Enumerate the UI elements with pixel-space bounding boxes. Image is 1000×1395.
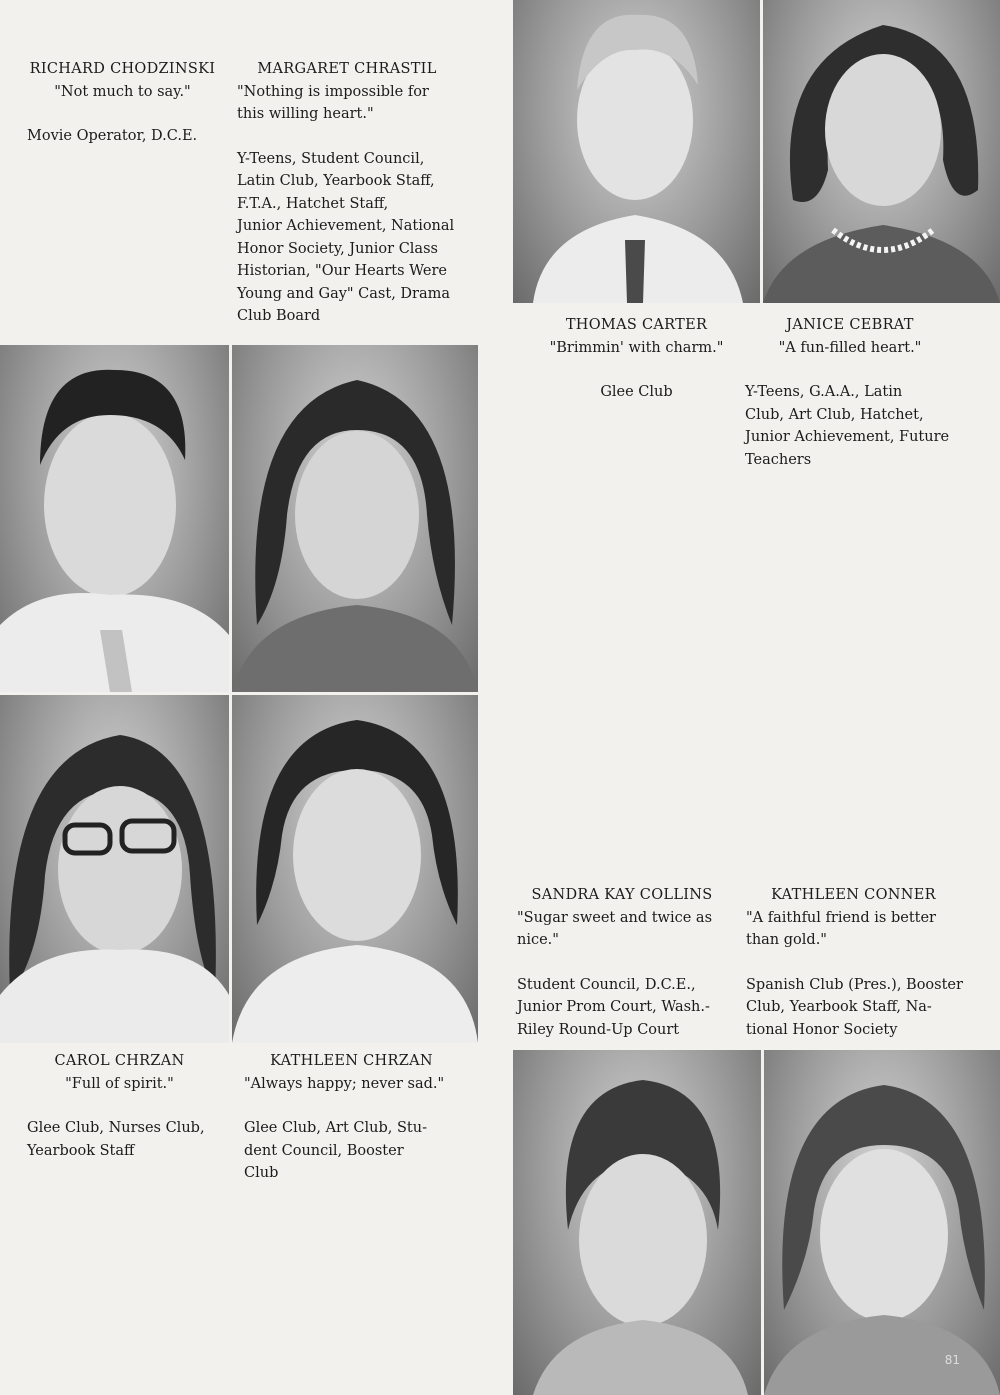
activity-line: tional Honor Society [746, 1021, 898, 1038]
student-quote: than gold." [746, 932, 827, 948]
activity-line: Club [244, 1165, 279, 1181]
student-name: MARGARET CHRASTIL [257, 61, 437, 77]
portrait-female-icon [232, 345, 478, 692]
photo-carol-chrzan [0, 695, 229, 1043]
photo-sandra-kay-collins [513, 1050, 761, 1395]
activity-line: Glee Club, Nurses Club, [27, 1120, 205, 1136]
student-name: SANDRA KAY COLLINS [531, 887, 713, 903]
student-name: RICHARD CHODZINSKI [29, 61, 216, 77]
student-quote: "A faithful friend is better [746, 909, 936, 926]
activity-line: dent Council, Booster [244, 1142, 404, 1159]
entry-kathleen-chrzan [244, 1050, 484, 1185]
student-name: JANICE CEBRAT [786, 317, 914, 333]
photo-kathleen-conner [764, 1050, 1000, 1395]
page-number: 81 [944, 1353, 960, 1367]
activity-line: Teachers [745, 451, 812, 468]
student-quote: "Brimmin' with charm." [549, 339, 724, 356]
student-name: KATHLEEN CHRZAN [270, 1053, 433, 1069]
student-quote: "Always happy; never sad." [244, 1075, 445, 1092]
activity-line: Student Council, D.C.E., [517, 976, 696, 993]
student-quote: nice." [517, 932, 559, 948]
entry-kathleen-conner [746, 884, 986, 1041]
activity-line: Glee Club [600, 384, 673, 400]
student-quote: "Sugar sweet and twice as [517, 909, 713, 926]
student-quote: "Nothing is impossible for [237, 83, 429, 100]
photo-kathleen-chrzan [232, 695, 478, 1043]
entry-thomas-carter [513, 314, 760, 404]
portrait-male-icon [0, 345, 229, 692]
entry-margaret-chrastil [237, 58, 487, 328]
photo-margaret-chrastil [232, 345, 478, 692]
entry-richard-chodzinski [15, 58, 230, 103]
student-name: KATHLEEN CONNER [771, 887, 936, 903]
activity-line: Spanish Club (Pres.), Booster [746, 976, 963, 993]
activity-line: Latin Club, Yearbook Staff, [237, 173, 435, 189]
activity-line: Y-Teens, G.A.A., Latin [745, 384, 903, 400]
student-quote: "Not much to say." [54, 83, 191, 100]
student-name: THOMAS CARTER [565, 317, 708, 333]
activity-line: Junior Prom Court, Wash.- [517, 999, 710, 1015]
photo-janice-cebrat [763, 0, 1000, 303]
entry-sandra-kay-collins [517, 884, 757, 1041]
activity-line: Club, Yearbook Staff, Na- [746, 999, 932, 1015]
activity-line: Young and Gay" Cast, Drama [237, 285, 451, 302]
photo-richard-chodzinski [0, 345, 229, 692]
portrait-female-icon [763, 0, 1000, 303]
student-name: CAROL CHRZAN [54, 1053, 185, 1069]
portrait-female-glasses-icon [0, 695, 229, 1043]
student-quote: this willing heart." [237, 106, 374, 122]
activity-line: Y-Teens, Student Council, [237, 150, 425, 167]
activity-line: Yearbook Staff [27, 1142, 135, 1159]
student-quote: "A fun-filled heart." [778, 339, 922, 356]
activity-line: Club, Art Club, Hatchet, [745, 406, 924, 423]
activity-line: Historian, "Our Hearts Were [237, 263, 447, 279]
activity-line: Riley Round-Up Court [517, 1021, 680, 1038]
activity-line: Junior Achievement, National [237, 218, 455, 234]
portrait-female-icon [232, 695, 478, 1043]
entry-janice-cebrat [745, 314, 985, 471]
portrait-male-icon [513, 0, 760, 303]
activity-line: Junior Achievement, Future [745, 429, 950, 445]
activity-line: F.T.A., Hatchet Staff, [237, 195, 389, 212]
activity-line: Glee Club, Art Club, Stu- [244, 1120, 427, 1136]
activity-line: Club Board [237, 308, 321, 324]
activity-line: Honor Society, Junior Class [237, 240, 438, 257]
photo-thomas-carter [513, 0, 760, 303]
student-quote: "Full of spirit." [65, 1075, 174, 1092]
entry-carol-chrzan [27, 1050, 237, 1162]
portrait-female-icon [764, 1050, 1000, 1395]
portrait-female-icon [513, 1050, 761, 1395]
activities-richard-chodzinski [27, 125, 237, 148]
activity-line: Movie Operator, D.C.E. [27, 128, 198, 144]
